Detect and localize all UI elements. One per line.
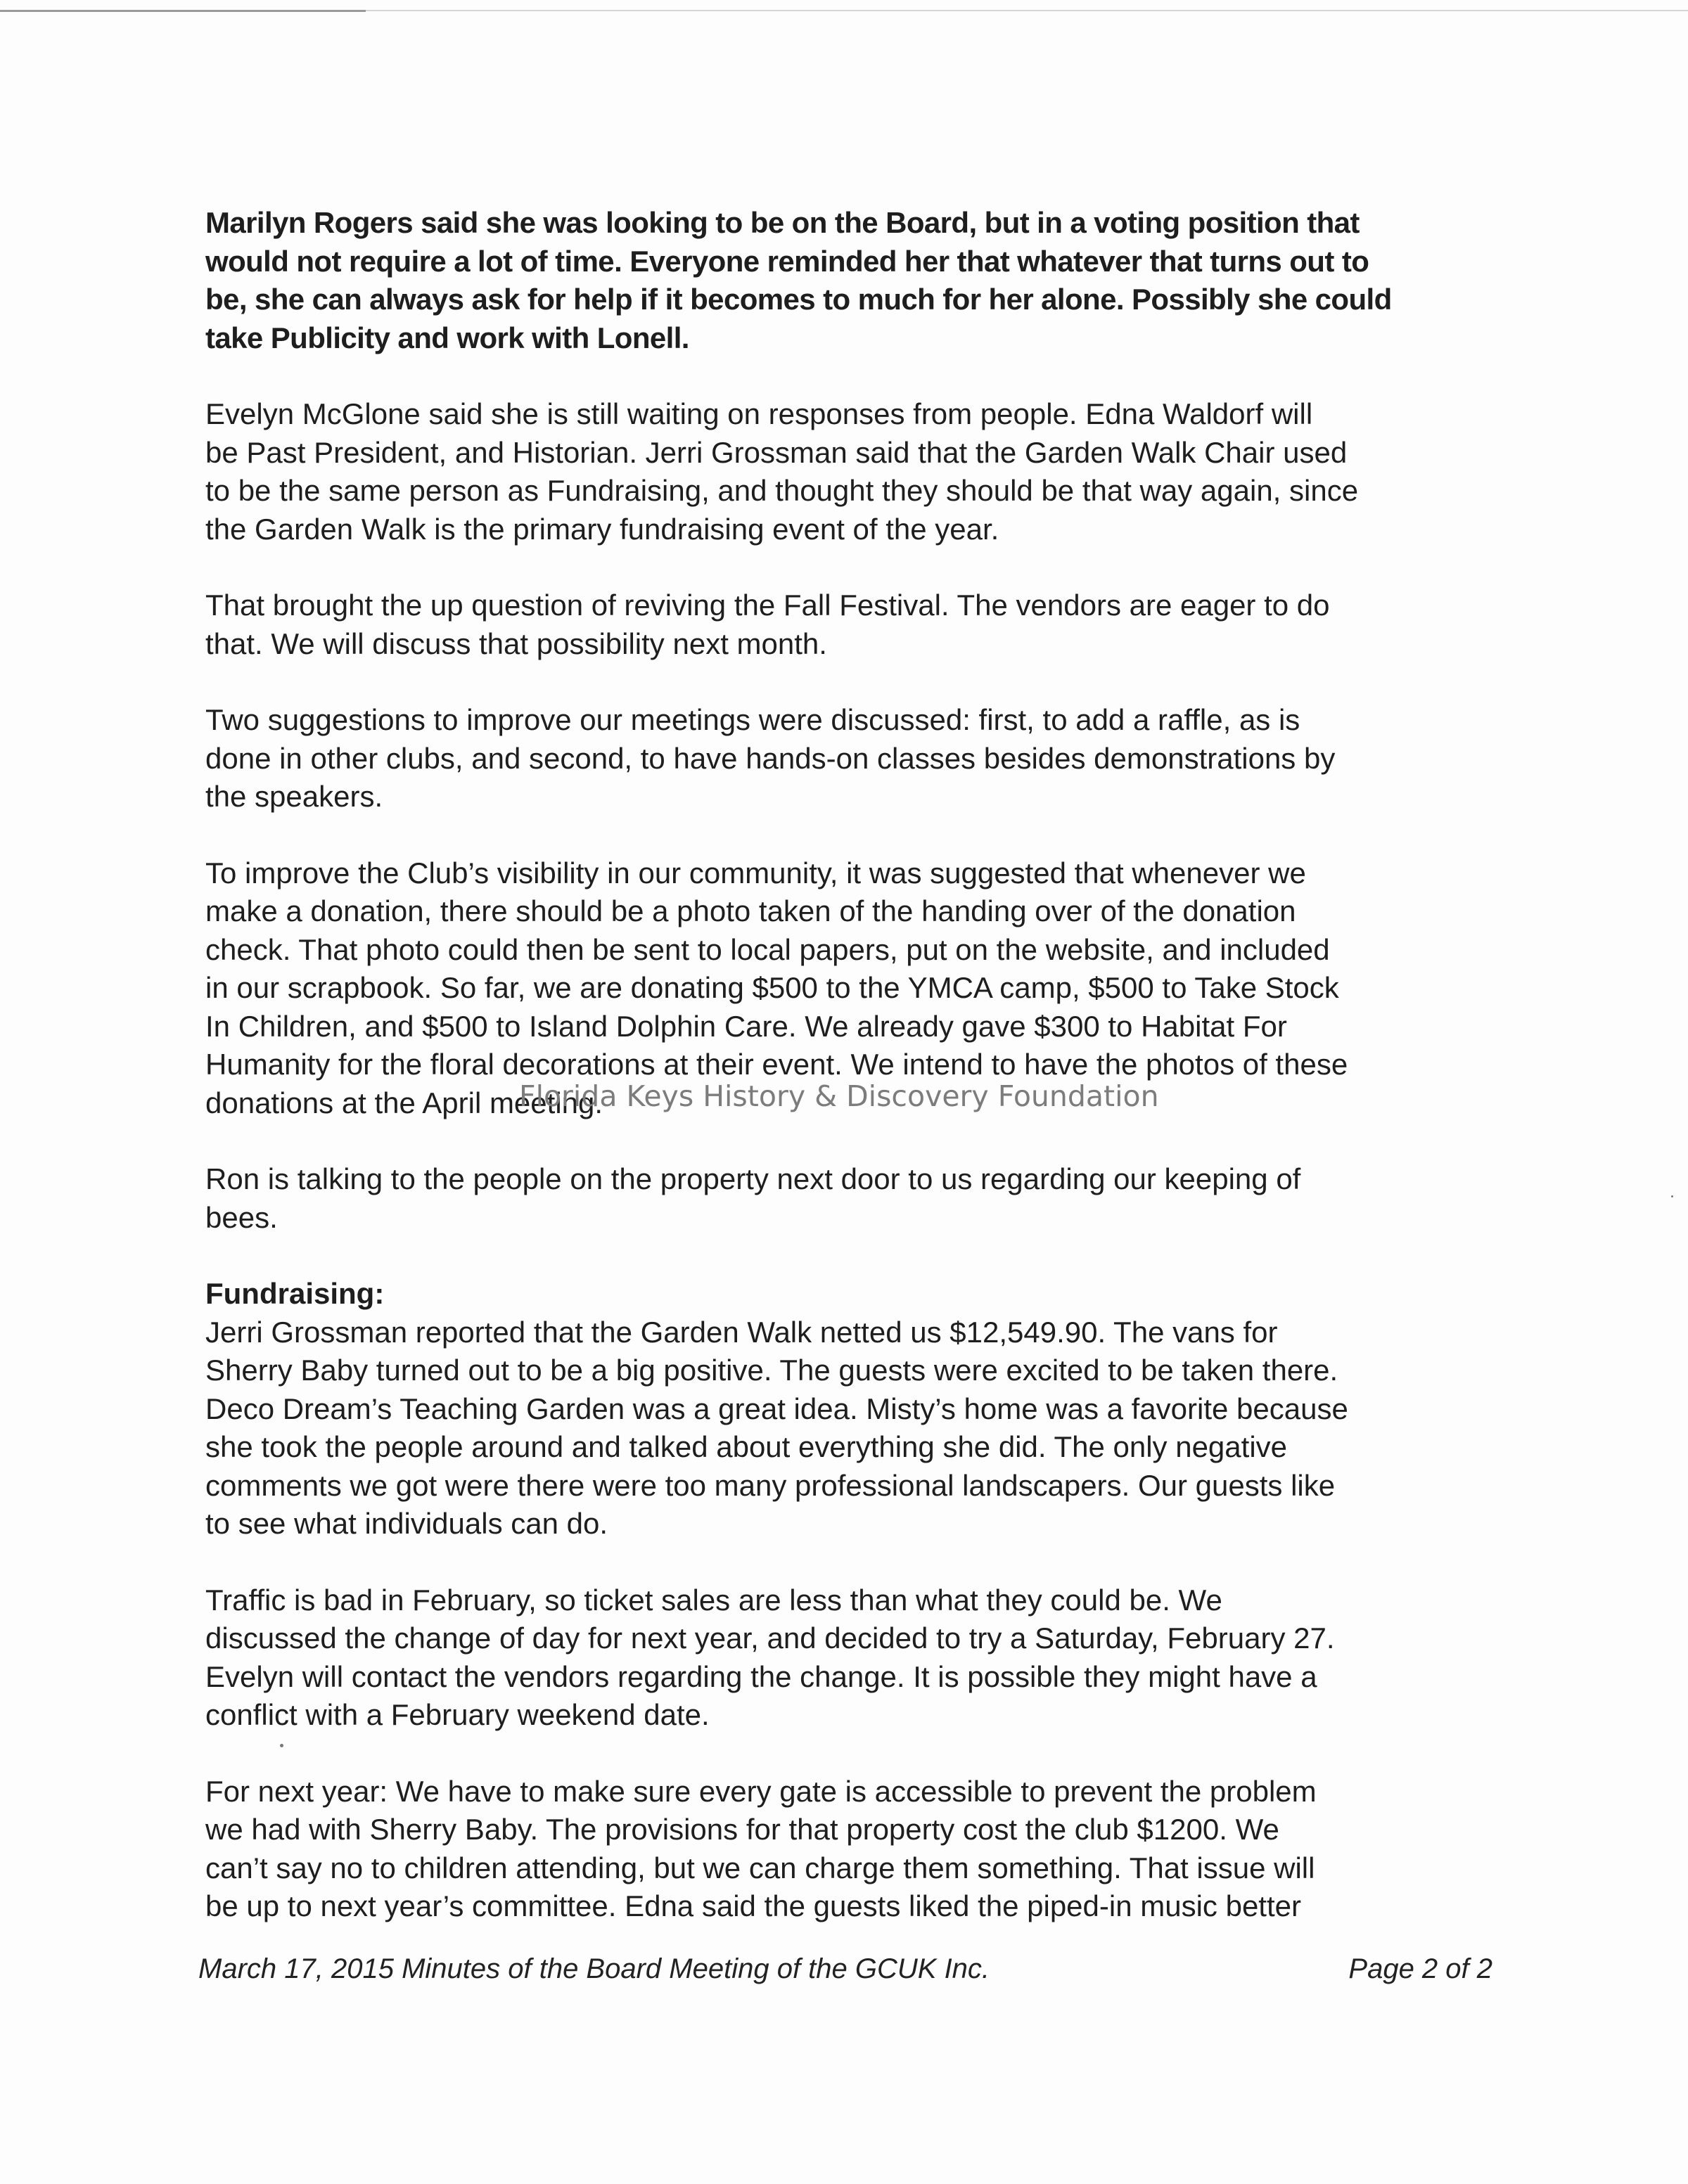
paragraph-evelyn-mcglone: Evelyn McGlone said she is still waiting on responses from people. Edna Waldorf will be Past President, and Historian. Jerri Grossman said that the Garden Walk Chair used to be the same person as Fundraising, and thought they should be that way again, since the Garden Walk is the primary fundraising event of the year. bbox=[205, 397, 1359, 546]
scan-speck bbox=[1671, 1195, 1673, 1197]
paragraph-meeting-suggestions: Two suggestions to improve our meetings were discussed: first, to add a raffle, as is done in other clubs, and second, to have hands-on classes besides demonstrations by the speakers. bbox=[205, 703, 1336, 813]
paragraph-marilyn-rogers: Marilyn Rogers said she was looking to be on the Board, but in a voting position that would not require a lot of time. Everyone reminded her that whatever that turns out to be, she can always ask for help if it becomes to much for her alone. Possibly she could take Publicity and work with Lonell. bbox=[205, 206, 1392, 354]
paragraph-bees: Ron is talking to the people on the property next door to us regarding our keeping of bees. bbox=[205, 1162, 1301, 1234]
scan-speck bbox=[280, 1744, 283, 1747]
paragraph-traffic: Traffic is bad in February, so ticket sales are less than what they could be. We discussed the change of day for next year, and decided to try a Saturday, February 27. Evelyn will contact the vendors regarding the change. It is possible they might have a conflict with a February weekend date. bbox=[205, 1583, 1335, 1731]
fundraising-heading: Fundraising: bbox=[205, 1277, 385, 1310]
footer-meeting-title: March 17, 2015 Minutes of the Board Meeting of the GCUK Inc. bbox=[198, 1953, 990, 1984]
footer-page-number: Page 2 of 2 bbox=[1348, 1953, 1492, 1984]
paragraph-fall-festival: That brought the up question of reviving the Fall Festival. The vendors are eager to do that. We will discuss that possibility next month. bbox=[205, 589, 1330, 660]
foundation-watermark: Florida Keys History & Discovery Foundation bbox=[519, 1079, 1159, 1113]
paragraph-garden-walk-report: Jerri Grossman reported that the Garden Walk netted us $12,549.90. The vans for Sherry Baby turned out to be a big positive. The guests were excited to be taken there. Deco Dream’s Teaching Garden was a great idea. Misty’s home was a favorite because she took the people around and talked about everything she did. The only negative comments we got were there were too many professional landscapers. Our guests like to see what individuals can do. bbox=[205, 1315, 1348, 1540]
page-footer bbox=[198, 1953, 1492, 1993]
paragraph-club-visibility: To improve the Club’s visibility in our community, it was suggested that whenever we make a donation, there should be a photo taken of the handing over of the donation check. That photo could then be sent to local papers, put on the website, and included in our scrapbook. So far, we are donating $500 to the YMCA camp, $500 to Take Stock In Children, and $500 to Island Dolphin Care. We already gave $300 to Habitat For Humanity for the floral decorations at their event. We intend to have the photos of these donations at the April meeting. bbox=[205, 856, 1348, 1119]
paragraph-next-year: For next year: We have to make sure every gate is accessible to prevent the problem we had with Sherry Baby. The provisions for that property cost the club $1200. We can’t say no to children attending, but we can charge them something. That issue will be up to next year’s committee. Edna said the guests liked the piped-in music better bbox=[205, 1774, 1317, 1922]
top-scan-edge-dark bbox=[0, 10, 366, 12]
